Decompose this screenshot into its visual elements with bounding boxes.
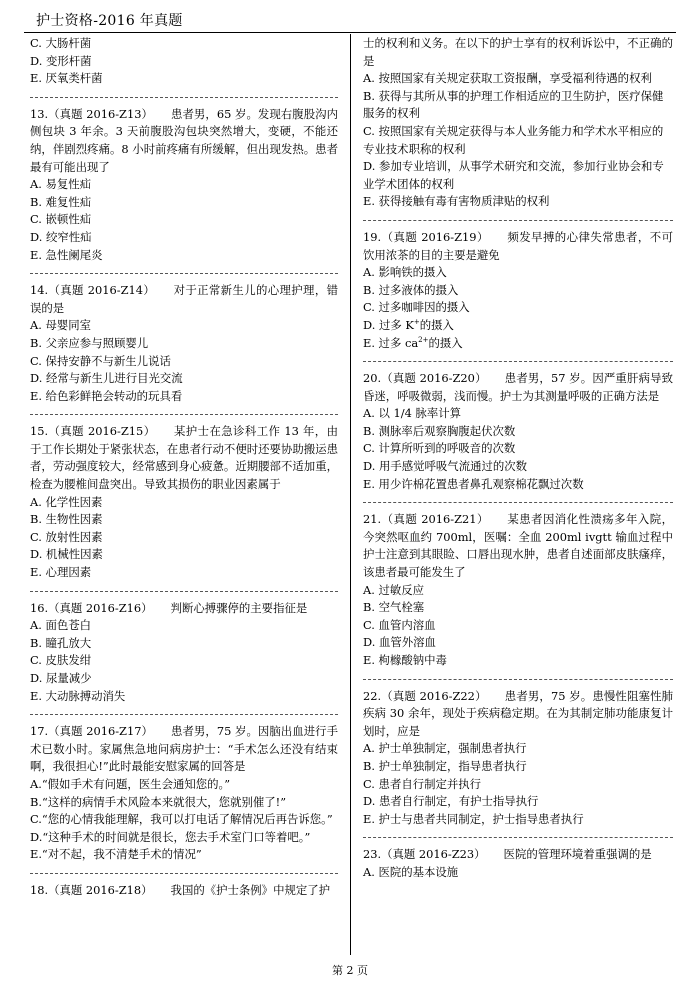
question-label: 18.（真题 2016-Z18） (30, 882, 153, 897)
question-14 (30, 282, 338, 405)
option: D.“这种手术的时间就是很长，您去手术室门口等着吧。” (30, 829, 311, 844)
option: E. 心理因素 (30, 565, 92, 580)
question-label: 15.（真题 2016-Z15） (30, 424, 156, 439)
option: C. 按照国家有关规定获得与本人业务能力和学术水平相应的专业技术职称的权利 (363, 123, 664, 156)
option: A. 过敏反应 (363, 582, 425, 597)
option: C. 嵌顿性疝 (30, 212, 92, 227)
right-column (363, 35, 673, 882)
option: E. 给色彩鲜艳会转动的玩具看 (30, 388, 183, 403)
column-divider (350, 34, 351, 955)
question-20 (363, 370, 673, 493)
option: D. 患者自行制定，有护士指导执行 (363, 794, 539, 809)
question-18 (30, 882, 338, 900)
question-separator (30, 705, 338, 723)
question-separator (30, 864, 338, 882)
option: E. 获得接触有毒有害物质津贴的权利 (363, 194, 550, 209)
option-text: D. 过多 K (363, 317, 414, 332)
question-label: 23.（真题 2016-Z23） (363, 847, 486, 862)
option: B. 父亲应参与照顾婴儿 (30, 335, 149, 350)
question-stem: 对于正常新生儿的心理护理，错误的是 (30, 283, 338, 315)
question-label: 19.（真题 2016-Z19） (363, 229, 489, 244)
question-22 (363, 688, 673, 829)
option: A. 面色苍白 (30, 618, 92, 633)
option: A. 影响铁的摄入 (363, 265, 447, 280)
question-separator (363, 493, 673, 511)
question-19 (363, 229, 673, 352)
q12-tail-options (30, 35, 338, 88)
question-13 (30, 106, 338, 264)
option: C. 皮肤发绀 (30, 653, 92, 668)
option: E. 枸橼酸钠中毒 (363, 653, 447, 667)
option: A. 按照国家有关规定获取工资报酬，享受福利待遇的权利 (363, 71, 652, 86)
question-label: 17.（真题 2016-Z17） (30, 724, 153, 739)
question-stem: 某患者因消化性溃疡多年入院，今突然呕血约 700ml，医嘱：全血 200ml ivgtt 输血过程中护士注意到其眼睑、口唇出现水肿，患者自述面部皮肤瘙痒，该患者最可能发生了 (363, 512, 673, 580)
option: E. 厌氧类杆菌 (30, 71, 103, 86)
option: C. 计算所听到的呼吸音的次数 (363, 441, 516, 456)
question-stem: 士的权利和义务。在以下的护士享有的权利诉讼中，不正确的是 (363, 36, 673, 68)
question-stem: 频发早搏的心律失常患者，不可饮用浓茶的目的主要是避免 (363, 229, 673, 262)
option (363, 335, 673, 353)
option: D. 参加专业培训，从事学术研究和交流，参加行业协会和专业学术团体的权利 (363, 159, 664, 191)
question-stem: 某护士在急诊科工作 13 年，由于工作长期处于紧张状态，在患者行动不便时还要协助搬运患者，劳动强度较大，经常感到身心疲惫。近期腰部不适加重，检查为腰椎间盘突出。导致其损伤的职业因素属于 (30, 424, 338, 492)
option: A. 母婴同室 (30, 318, 92, 333)
page-header (24, 6, 676, 33)
option: B. 空气栓塞 (363, 600, 425, 615)
question-stem: 医院的管理环境着重强调的是 (503, 847, 652, 862)
question-stem: 患者男，75 岁。因脑出血进行手术已数小时。家属焦急地问病房护士：“手术怎么还没有结束啊，我很担心!”此时最能安慰家属的回答是 (30, 724, 338, 774)
question-label: 22.（真题 2016-Z22） (363, 688, 487, 703)
option: B. 测脉率后观察胸腹起伏次数 (363, 423, 516, 438)
option: D. 绞窄性疝 (30, 229, 92, 244)
question-stem: 患者男，75 岁。患慢性阻塞性肺疾病 30 余年，现处于疾病稳定期。在为其制定肺功能康复计划时，应是 (363, 688, 674, 738)
question-separator (30, 582, 338, 600)
option: A. 医院的基本设施 (363, 864, 459, 879)
option: E. 用少许棉花置患者鼻孔观察棉花飘过次数 (363, 476, 584, 491)
option: C.“您的心情我能理解，我可以打电话了解情况后再告诉您。” (30, 812, 333, 827)
question-stem: 我国的《护士条例》中规定了护 (170, 882, 331, 897)
question-stem: 患者男，65 岁。发现右腹股沟内侧包块 3 年余。3 天前腹股沟包块突然增大，变硬，不能还纳，伴剧烈疼痛。8 小时前疼痛有所缓解，但出现发热。患者最有可能出现了 (30, 106, 338, 174)
option: A. 易复性疝 (30, 177, 92, 192)
option-text: E. 过多 ca (363, 335, 419, 350)
option: B. 生物性因素 (30, 512, 103, 527)
option: E. 护士与患者共同制定，护士指导患者执行 (363, 811, 584, 826)
option: E.“对不起，我不清楚手术的情况” (30, 847, 202, 862)
option: B. 过多液体的摄入 (363, 282, 459, 297)
option: D. 机械性因素 (30, 547, 103, 562)
option: E. 急性阑尾炎 (30, 247, 103, 262)
option: A. 化学性因素 (30, 494, 103, 509)
question-stem: 患者男，57 岁。因严重肝病导致昏迷，呼吸微弱，浅而慢。护士为其测量呼吸的正确方法是 (363, 371, 674, 403)
question-separator (363, 828, 673, 846)
page-footer (0, 962, 700, 978)
question-18-continued (363, 35, 673, 211)
option: D. 尿量减少 (30, 671, 92, 685)
page-number: 第 2 页 (332, 964, 368, 977)
question-separator (30, 264, 338, 282)
option (363, 317, 673, 335)
question-separator (363, 670, 673, 688)
option: B.“这样的病情手术风险本来就很大，您就别催了!” (30, 794, 287, 809)
option: D. 用手感觉呼吸气流通过的次数 (363, 459, 528, 474)
question-separator (30, 405, 338, 423)
question-16 (30, 600, 338, 706)
header-title: 护士资格-2016 年真题 (36, 13, 183, 29)
question-stem: 判断心搏骤停的主要指征是 (170, 600, 308, 615)
question-21 (363, 511, 673, 669)
option: C. 放射性因素 (30, 529, 103, 544)
option: D. 经常与新生儿进行目光交流 (30, 371, 183, 386)
superscript: + (413, 318, 420, 327)
option: B. 获得与其所从事的护理工作相适应的卫生防护，医疗保健服务的权利 (363, 88, 664, 121)
question-label: 14.（真题 2016-Z14） (30, 283, 156, 298)
question-separator (363, 211, 673, 229)
option-text: 的摄入 (428, 335, 463, 350)
option: A. 以 1/4 脉率计算 (363, 406, 461, 421)
question-label: 16.（真题 2016-Z16） (30, 600, 153, 615)
question-separator (30, 88, 338, 106)
option: A.“假如手术有问题，医生会通知您的。” (30, 776, 231, 791)
option: B. 难复性疝 (30, 194, 92, 209)
option: D. 变形杆菌 (30, 53, 92, 68)
option: C. 血管内溶血 (363, 617, 436, 632)
question-separator (363, 352, 673, 370)
option-text: 的摄入 (419, 317, 454, 332)
option: A. 护士单独制定，强制患者执行 (363, 741, 527, 756)
question-15 (30, 423, 338, 581)
option: C. 患者自行制定并执行 (363, 776, 482, 791)
option: B. 瞳孔放大 (30, 635, 92, 650)
option: C. 过多咖啡因的摄入 (363, 300, 470, 315)
question-label: 20.（真题 2016-Z20） (363, 371, 487, 386)
option: C. 保持安静不与新生儿说话 (30, 353, 171, 368)
question-label: 21.（真题 2016-Z21） (363, 512, 489, 527)
question-label: 13.（真题 2016-Z13） (30, 106, 153, 121)
left-column (30, 35, 338, 900)
question-23 (363, 846, 673, 881)
option: E. 大动脉搏动消失 (30, 688, 126, 703)
option: D. 血管外溶血 (363, 635, 436, 650)
superscript: 2+ (418, 335, 429, 344)
option: B. 护士单独制定，指导患者执行 (363, 758, 527, 773)
option: C. 大肠杆菌 (30, 36, 92, 50)
question-17 (30, 723, 338, 864)
